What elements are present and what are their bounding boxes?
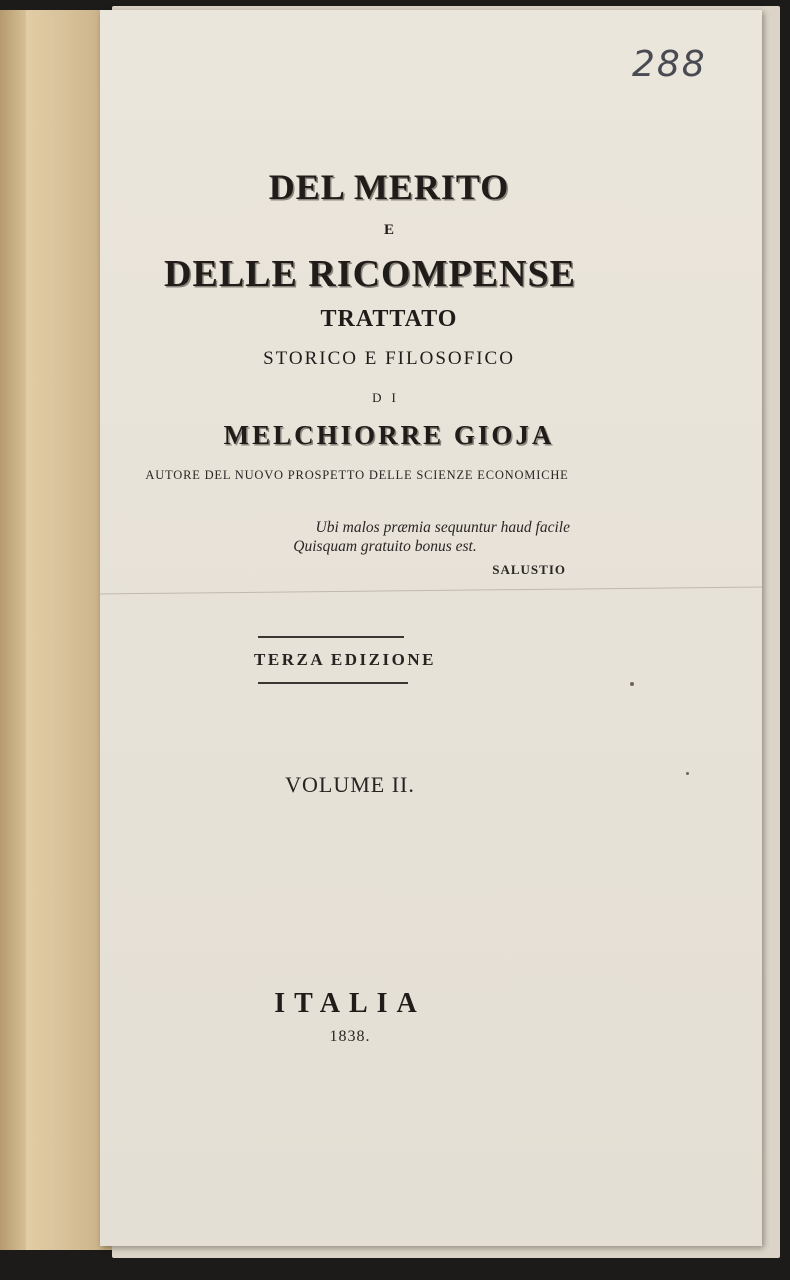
- epigraph: [260, 518, 570, 556]
- rule-top: [258, 636, 404, 638]
- title-conjunction: E: [383, 222, 394, 238]
- author-name: MELCHIORRE GIOJA: [223, 420, 555, 450]
- volume-label: VOLUME II.: [285, 772, 415, 797]
- subtitle-trattato: TRATTATO: [320, 306, 458, 332]
- imprint-year: 1838.: [329, 1028, 371, 1045]
- edition-label: TERZA EDIZIONE: [254, 650, 436, 669]
- author-description: AUTORE DEL NUOVO PROSPETTO DELLE SCIENZE ECONOMICHE: [145, 468, 569, 482]
- handwritten-shelfmark: 288: [632, 44, 707, 85]
- paper-speck: [686, 772, 689, 775]
- paper-speck: [630, 682, 634, 686]
- subtitle-storico: STORICO E FILOSOFICO: [263, 348, 515, 369]
- epigraph-line-2: Quisquam gratuito bonus est.: [293, 538, 477, 555]
- title-line-1: DEL MERITO: [268, 167, 510, 207]
- book-spine-edge: [0, 10, 26, 1250]
- rule-bottom: [258, 682, 408, 684]
- author-preposition: DI: [372, 390, 406, 405]
- epigraph-line-1: Ubi malos præmia sequuntur haud facile: [315, 519, 570, 536]
- imprint-place: ITALIA: [274, 988, 426, 1019]
- page-crease: [100, 587, 762, 595]
- title-line-2: DELLE RICOMPENSE: [164, 253, 576, 295]
- epigraph-attribution: SALUSTIO: [492, 562, 566, 577]
- title-page: [100, 10, 762, 1246]
